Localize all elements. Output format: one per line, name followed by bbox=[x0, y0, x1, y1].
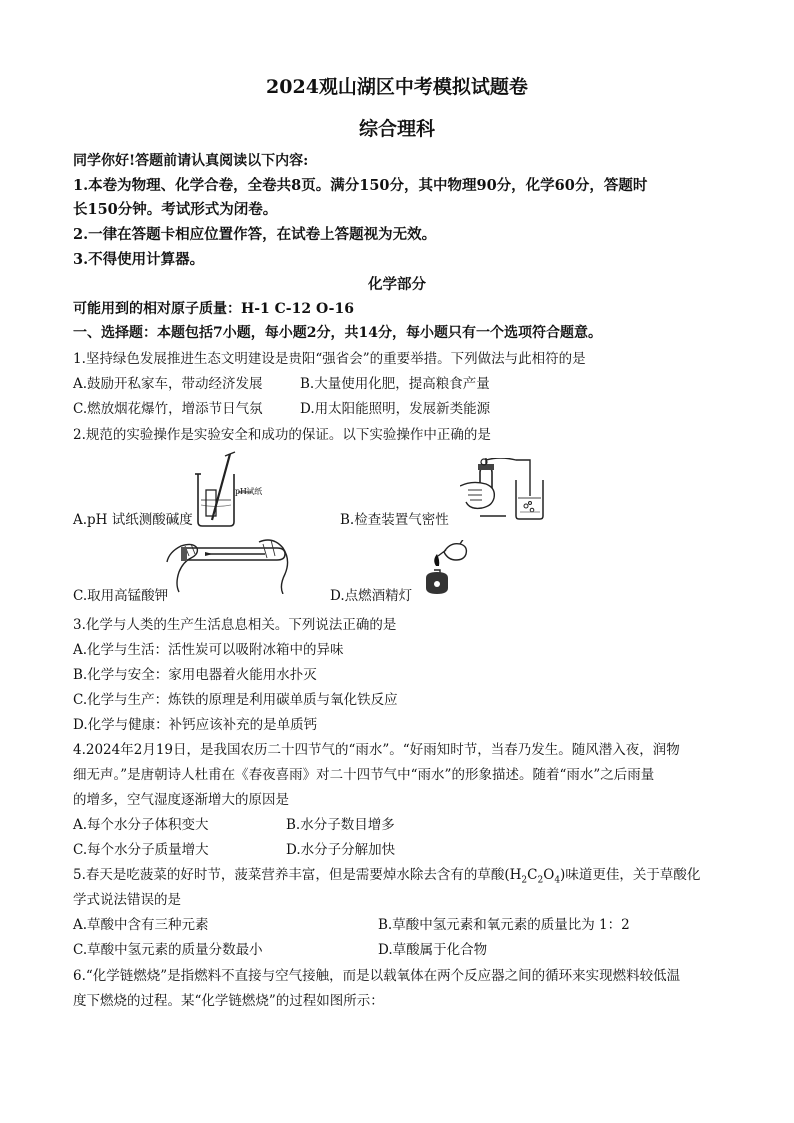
question-1-stem: 1.坚持绿色发展推进生态文明建设是贵阳“强省会”的重要举措。下列做法与此相符的是 bbox=[73, 351, 586, 367]
question-5-line-2: 学式说法错误的是 bbox=[73, 892, 181, 908]
question-4-option-c: C.每个水分子质量增大 bbox=[73, 842, 209, 858]
question-3-stem: 3.化学与人类的生产生活息息相关。下列说法正确的是 bbox=[73, 617, 397, 633]
potassium-permanganate-figure bbox=[165, 532, 295, 594]
question-2-option-d: D.点燃酒精灯 bbox=[330, 588, 413, 604]
exam-subtitle: 综合理科 bbox=[358, 118, 435, 140]
question-1-option-c: C.燃放烟花爆竹，增添节日气氛 bbox=[73, 401, 263, 417]
question-2-stem: 2.规范的实验操作是实验安全和成功的保证。以下实验操作中正确的是 bbox=[73, 427, 491, 443]
question-3-option-a: A.化学与生活：活性炭可以吸附冰箱中的异味 bbox=[73, 642, 344, 658]
question-4-option-a: A.每个水分子体积变大 bbox=[73, 817, 209, 833]
question-4-option-d: D.水分子分解加快 bbox=[286, 842, 396, 858]
question-5-line-1: 5.春天是吃菠菜的好时节，菠菜营养丰富，但是需要焯水除去含有的草酸$(H_2C_2O_4)$味道更佳，关于草酸化 bbox=[73, 867, 701, 886]
instruction-item-1-line-1: 1.本卷为物理、化学合卷，全卷共8页。满分150分，其中物理90分，化学60分，答题时 bbox=[73, 177, 648, 194]
question-2-option-b: B.检查装置气密性 bbox=[340, 512, 449, 528]
question-4-line-3: 的增多，空气湿度逐渐增大的原因是 bbox=[73, 792, 289, 808]
instruction-item-1-line-2: 长150分钟。考试形式为闭卷。 bbox=[73, 201, 278, 218]
question-3-option-b: B.化学与安全：家用电器着火能用水扑灭 bbox=[73, 667, 317, 683]
question-2-option-c: C.取用高锰酸钾 bbox=[73, 588, 169, 604]
question-3-option-c: C.化学与生产：炼铁的原理是利用碳单质与氧化铁反应 bbox=[73, 692, 398, 708]
question-1-option-a: A.鼓励开私家车，带动经济发展 bbox=[73, 376, 263, 392]
question-6-line-1: 6.“化学链燃烧”是指燃料不直接与空气接触，而是以载氧体在两个反应器之间的循环来实现燃料较低温 bbox=[73, 968, 681, 984]
exam-title: 2024观山湖区中考模拟试题卷 bbox=[266, 76, 528, 98]
question-4-line-2: 细无声。”是唐朝诗人杜甫在《春夜喜雨》对二十四节气中“雨水”的形象描述。随着“雨水”之后雨量 bbox=[73, 767, 655, 783]
question-5-option-d: D.草酸属于化合物 bbox=[378, 942, 488, 958]
instruction-item-2: 2.一律在答题卡相应位置作答，在试卷上答题视为无效。 bbox=[73, 226, 437, 243]
ph-paper-label: pH试纸 bbox=[235, 487, 262, 496]
alcohol-lamp-figure bbox=[420, 540, 480, 596]
section-title-chemistry: 化学部分 bbox=[368, 276, 426, 293]
question-5-option-a: A.草酸中含有三种元素 bbox=[73, 917, 209, 933]
question-2-option-a: A.pH 试纸测酸碱度 bbox=[73, 512, 193, 528]
instructions-greeting: 同学你好!答题前请认真阅读以下内容: bbox=[73, 153, 309, 169]
question-1-option-d: D.用太阳能照明，发展新类能源 bbox=[300, 401, 491, 417]
question-3-option-d: D.化学与健康：补钙应该补充的是单质钙 bbox=[73, 717, 318, 733]
airtightness-figure bbox=[460, 458, 546, 520]
question-6-line-2: 度下燃烧的过程。某“化学链燃烧”的过程如图所示： bbox=[73, 993, 384, 1009]
instruction-item-3: 3.不得使用计算器。 bbox=[73, 251, 205, 268]
question-5-option-c: C.草酸中氢元素的质量分数最小 bbox=[73, 942, 263, 958]
part-1-heading: 一、选择题：本题包括7小题，每小题2分，共14分，每小题只有一个选项符合题意。 bbox=[73, 325, 602, 341]
question-5-option-b: B.草酸中氢元素和氧元素的质量比为 1：2 bbox=[378, 917, 630, 933]
atomic-masses: 可能用到的相对原子质量：H-1 C-12 O-16 bbox=[73, 301, 354, 317]
question-1-option-b: B.大量使用化肥，提高粮食产量 bbox=[300, 376, 490, 392]
question-4-option-b: B.水分子数目增多 bbox=[286, 817, 395, 833]
question-4-line-1: 4.2024年2月19日，是我国农历二十四节气的“雨水”。“好雨知时节，当春乃发生。随风潜入夜，润物 bbox=[73, 742, 680, 758]
